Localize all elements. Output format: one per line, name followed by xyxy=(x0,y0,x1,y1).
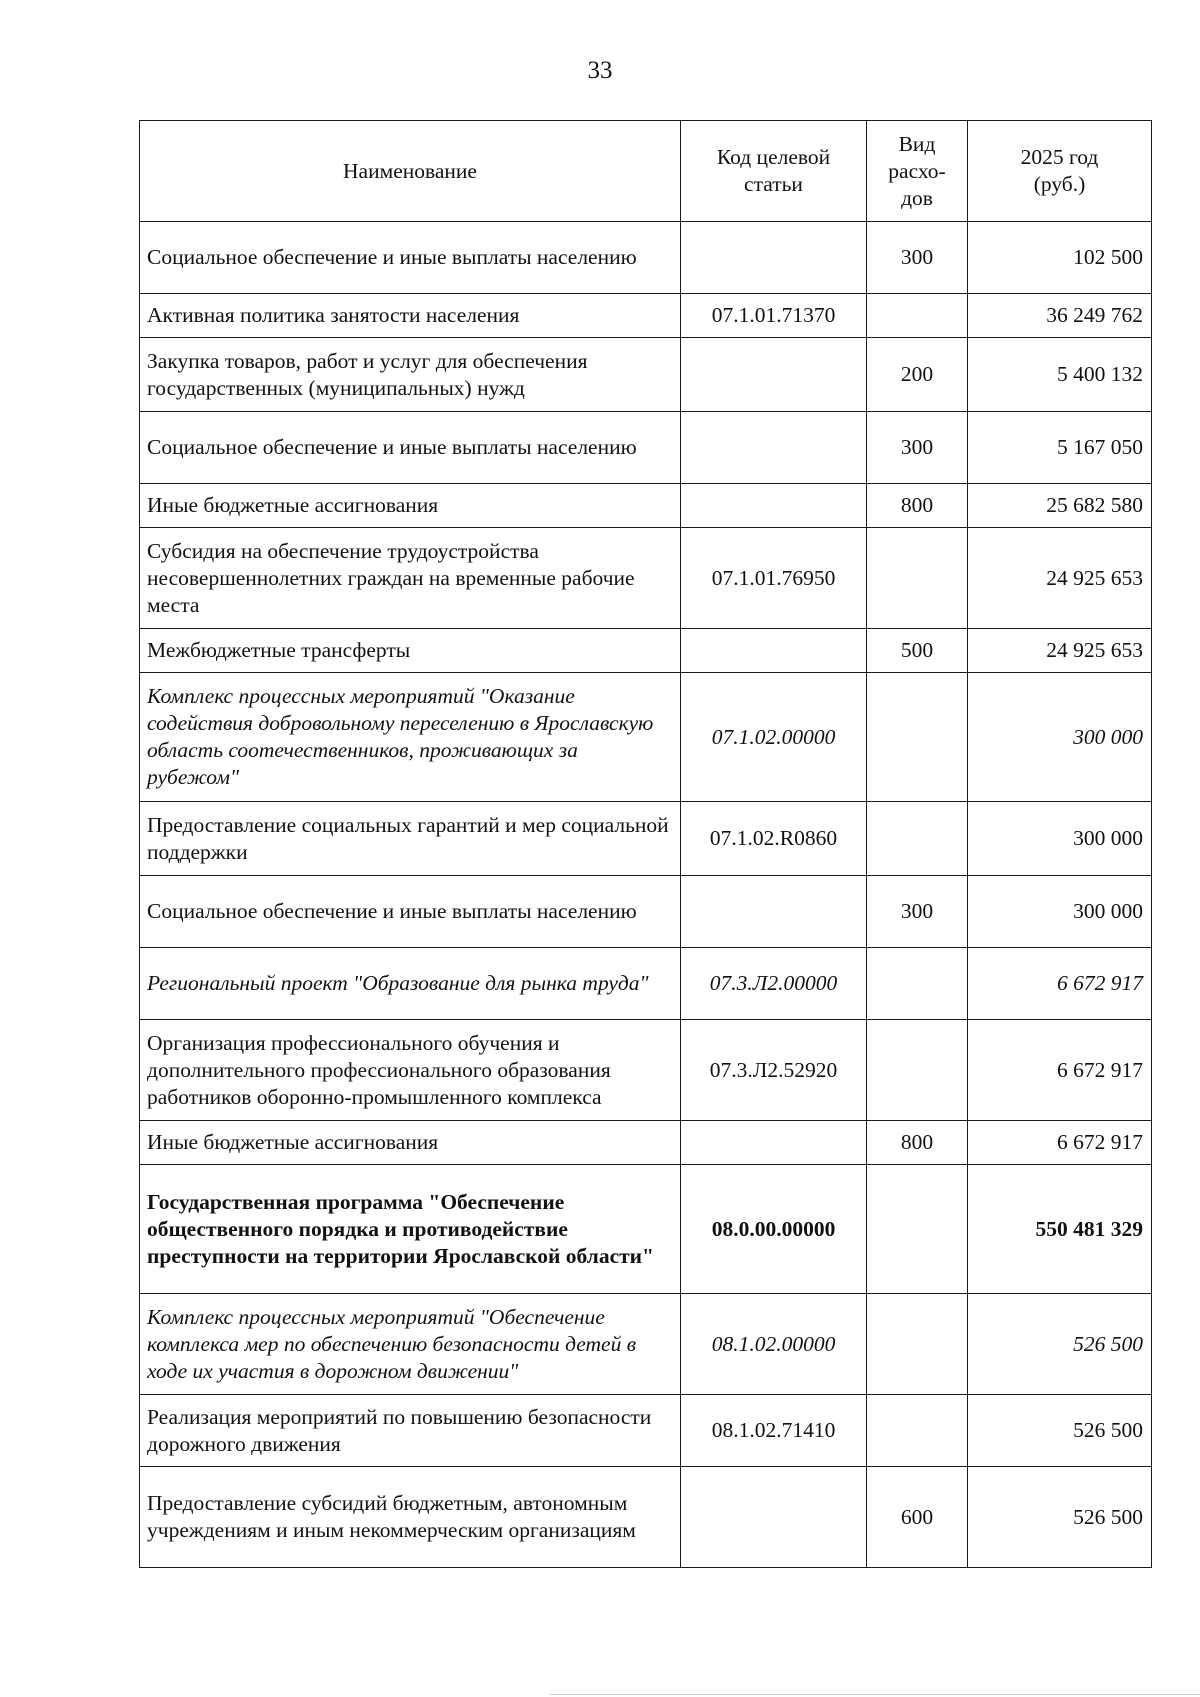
cell-kind xyxy=(867,948,968,1020)
page-number: 33 xyxy=(587,57,613,84)
cell-amount: 300 000 xyxy=(968,876,1152,948)
cell-amount: 5 400 132 xyxy=(968,338,1152,412)
table-row xyxy=(140,1165,1152,1294)
cell-code: 08.0.00.00000 xyxy=(681,1165,867,1294)
cell-name: Реализация мероприятий по повышению безопасности дорожного движения xyxy=(140,1395,681,1467)
table-row xyxy=(140,338,1152,412)
cell-amount: 550 481 329 xyxy=(968,1165,1152,1294)
table-row xyxy=(140,1294,1152,1395)
cell-name: Социальное обеспечение и иные выплаты населению xyxy=(140,222,681,294)
header-amount: 2025 год (руб.) xyxy=(968,121,1152,222)
cell-kind: 500 xyxy=(867,629,968,673)
cell-amount: 25 682 580 xyxy=(968,484,1152,528)
table-row xyxy=(140,528,1152,629)
cell-code: 07.1.01.71370 xyxy=(681,294,867,338)
cell-amount: 5 167 050 xyxy=(968,412,1152,484)
table-row xyxy=(140,1020,1152,1121)
table-row xyxy=(140,948,1152,1020)
table-row xyxy=(140,1121,1152,1165)
cell-code: 07.3.Л2.52920 xyxy=(681,1020,867,1121)
cell-code xyxy=(681,338,867,412)
header-kind: Вид расхо-дов xyxy=(867,121,968,222)
table-row xyxy=(140,629,1152,673)
cell-kind xyxy=(867,1165,968,1294)
cell-kind xyxy=(867,673,968,802)
cell-code xyxy=(681,484,867,528)
cell-kind xyxy=(867,1395,968,1467)
cell-code: 07.1.01.76950 xyxy=(681,528,867,629)
header-row xyxy=(140,121,1152,222)
cell-amount: 526 500 xyxy=(968,1467,1152,1568)
table-row xyxy=(140,412,1152,484)
cell-name: Активная политика занятости населения xyxy=(140,294,681,338)
table-row xyxy=(140,876,1152,948)
budget-table xyxy=(139,120,1152,1568)
cell-code xyxy=(681,1467,867,1568)
table-row xyxy=(140,484,1152,528)
table-row xyxy=(140,294,1152,338)
cell-name: Субсидия на обеспечение трудоустройства несовершеннолетних граждан на временные рабочие места xyxy=(140,528,681,629)
cell-code: 07.3.Л2.00000 xyxy=(681,948,867,1020)
cell-name: Государственная программа "Обеспечение общественного порядка и противодействие преступности на территории Ярославской области" xyxy=(140,1165,681,1294)
cell-kind: 600 xyxy=(867,1467,968,1568)
table-row xyxy=(140,1395,1152,1467)
table-row xyxy=(140,222,1152,294)
cell-name: Предоставление субсидий бюджетным, автономным учреждениям и иным некоммерческим организациям xyxy=(140,1467,681,1568)
header-code: Код целевой статьи xyxy=(681,121,867,222)
cell-name: Комплекс процессных мероприятий "Обеспечение комплекса мер по обеспечению безопасности детей в ходе их участия в дорожном движении" xyxy=(140,1294,681,1395)
cell-name: Комплекс процессных мероприятий "Оказание содействия добровольному переселению в Ярославскую область соотечественников, проживающих за рубежом" xyxy=(140,673,681,802)
cell-kind: 800 xyxy=(867,1121,968,1165)
cell-amount: 6 672 917 xyxy=(968,1121,1152,1165)
cell-name: Социальное обеспечение и иные выплаты населению xyxy=(140,412,681,484)
cell-kind xyxy=(867,802,968,876)
cell-amount: 6 672 917 xyxy=(968,1020,1152,1121)
cell-code xyxy=(681,1121,867,1165)
cell-kind xyxy=(867,294,968,338)
cell-kind xyxy=(867,1020,968,1121)
cell-name: Межбюджетные трансферты xyxy=(140,629,681,673)
cell-name: Иные бюджетные ассигнования xyxy=(140,1121,681,1165)
cell-code: 08.1.02.71410 xyxy=(681,1395,867,1467)
table-row xyxy=(140,673,1152,802)
cell-kind: 800 xyxy=(867,484,968,528)
cell-code xyxy=(681,876,867,948)
cell-kind: 300 xyxy=(867,412,968,484)
cell-kind xyxy=(867,1294,968,1395)
cell-amount: 6 672 917 xyxy=(968,948,1152,1020)
cell-kind: 300 xyxy=(867,876,968,948)
cell-code xyxy=(681,412,867,484)
header-name: Наименование xyxy=(140,121,681,222)
cell-kind: 200 xyxy=(867,338,968,412)
cell-code: 08.1.02.00000 xyxy=(681,1294,867,1395)
cell-amount: 24 925 653 xyxy=(968,629,1152,673)
table-row xyxy=(140,802,1152,876)
cell-code xyxy=(681,629,867,673)
cell-name: Закупка товаров, работ и услуг для обеспечения государственных (муниципальных) нужд xyxy=(140,338,681,412)
cell-code: 07.1.02.00000 xyxy=(681,673,867,802)
table-row xyxy=(140,1467,1152,1568)
cell-amount: 300 000 xyxy=(968,802,1152,876)
table-header xyxy=(140,121,1152,222)
cell-amount: 526 500 xyxy=(968,1395,1152,1467)
table-body xyxy=(140,222,1152,1568)
footer-rule xyxy=(550,1694,1200,1695)
cell-kind xyxy=(867,528,968,629)
cell-amount: 102 500 xyxy=(968,222,1152,294)
cell-name: Иные бюджетные ассигнования xyxy=(140,484,681,528)
cell-name: Предоставление социальных гарантий и мер социальной поддержки xyxy=(140,802,681,876)
cell-amount: 24 925 653 xyxy=(968,528,1152,629)
cell-name: Социальное обеспечение и иные выплаты населению xyxy=(140,876,681,948)
cell-name: Региональный проект "Образование для рынка труда" xyxy=(140,948,681,1020)
cell-amount: 36 249 762 xyxy=(968,294,1152,338)
cell-code xyxy=(681,222,867,294)
cell-name: Организация профессионального обучения и дополнительного профессионального образования работников оборонно-промышленного комплекса xyxy=(140,1020,681,1121)
cell-code: 07.1.02.R0860 xyxy=(681,802,867,876)
cell-amount: 526 500 xyxy=(968,1294,1152,1395)
cell-amount: 300 000 xyxy=(968,673,1152,802)
cell-kind: 300 xyxy=(867,222,968,294)
